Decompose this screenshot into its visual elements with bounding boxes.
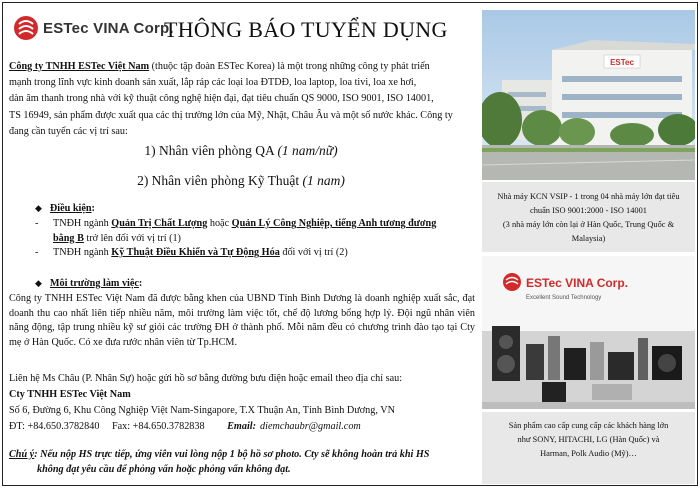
company-name: Công ty TNHH ESTec Việt Nam: [9, 61, 150, 72]
position-quantity: (1 nam): [302, 173, 345, 188]
position-item: [9, 143, 473, 173]
company-logo: [13, 15, 174, 41]
note-label: Chú ý: [9, 449, 35, 460]
intro-line: đang cần tuyển các vị trí sau:: [9, 125, 128, 137]
showroom-tagline: Excellent Sound Technology: [526, 295, 602, 301]
position-item: [9, 173, 473, 203]
intro-line: mạnh trong lĩnh vực kinh doanh sản xuất, lắp ráp các loại loa ĐTDĐ, loa laptop, loa tivi, loa xe hơi,: [9, 77, 417, 89]
contact-company: Cty TNHH ESTec Việt Nam: [9, 389, 131, 400]
caption-line: Sản phẩm cao cấp cung cấp các khách hàng lớn: [508, 421, 669, 430]
condition-major: Kỹ Thuật Điều Khiển và Tự Động Hóa: [111, 247, 280, 258]
factory-caption: [482, 182, 695, 252]
contact-address: Số 6, Đường 6, Khu Công Nghiệp Việt Nam-Singapore, T.X Thuận An, Tỉnh Bình Dương, VN: [9, 405, 395, 416]
notice-frame: [2, 2, 698, 486]
condition-item: - TNĐH ngành Quản Trị Chất Lượng hoặc Quản Lý Công Nghiệp, tiếng Anh tương đương bằng B trở lên đối với vị trí (1): [35, 218, 437, 244]
building-sign: ESTec: [610, 58, 634, 67]
estec-logo-icon: [13, 15, 39, 41]
conditions-heading: [35, 203, 95, 214]
environment-colon: :: [138, 278, 143, 289]
position-quantity: (1 nam/nữ): [277, 143, 338, 158]
factory-photo: [482, 10, 695, 180]
position-label: 2) Nhân viên phòng Kỹ Thuật: [137, 173, 303, 188]
condition-major: Quản Trị Chất Lượng: [111, 218, 208, 229]
logo-text: ESTec VINA Corp.: [43, 19, 174, 37]
position-label: 1) Nhân viên phòng QA: [144, 143, 278, 158]
page-title: THÔNG BÁO TUYỂN DỤNG: [164, 17, 448, 42]
factory-building-image: [482, 10, 695, 180]
caption-line: (3 nhà máy lớn còn lại ở Hàn Quốc, Trung Quốc &: [502, 220, 675, 229]
product-caption: [482, 412, 695, 484]
position-list: [9, 143, 473, 203]
caption-line: chuẩn ISO 9001:2000 - ISO 14001: [529, 206, 647, 215]
condition-english-level: bằng B: [53, 232, 84, 244]
caption-line: Harman, Polk Audio (Mỹ)…: [540, 449, 637, 458]
environment-heading-text: Môi trường làm việc: [49, 278, 139, 289]
intro-line: (thuộc tập đoàn ESTec Korea) là một trong những công ty phát triển: [149, 61, 430, 72]
environment-heading: [35, 278, 142, 289]
intro-line: dàn âm thanh trong nhà với kỹ thuật công nghệ hiện đại, đạt tiêu chuẩn QS 9000, ISO 9001, ISO 14001,: [9, 93, 434, 105]
caption-line: như SONY, HITACHI, LG (Hàn Quốc) và: [517, 435, 660, 444]
condition-major: Quản Lý Công Nghiệp, tiếng Anh tương đương: [231, 218, 437, 229]
environment-text: Công ty TNHH ESTec Việt Nam đã được bằng khen của UBND Tỉnh Bình Dương là doanh nghiệp xuất sắc, đạt doanh thu cao nhất liên tiếp nhiều năm, môi trường làm việc tốt, chế độ lương bổng hợp lý. Đội ngũ nhân viên năng động, tập trung nhiều kỹ sư giỏi các trường ĐH ở thành phố. Mỗi năm đều có chương trình đào tạo tại Cty mẹ ở Hàn Quốc. Có xe đưa rước nhân viên từ Tp.HCM.: [9, 293, 475, 349]
contact-block: [9, 371, 475, 435]
intro-line: TS 16949, sản phẩm được xuất qua các thị trường lớn của Mỹ, Nhật, Châu Âu và một số nước khác. Công ty: [9, 109, 453, 121]
product-showroom-image: [482, 256, 695, 409]
diamond-bullet-icon: ◆: [35, 278, 42, 288]
conditions-colon: :: [91, 203, 95, 214]
contact-intro: Liên hệ Ms Châu (P. Nhân Sự) hoặc gửi hồ sơ bằng đường bưu điện hoặc email theo địa chỉ sau:: [9, 373, 403, 384]
condition-text: TNĐH ngành: [53, 218, 112, 229]
email-link[interactable]: diemchaubr@gmail.com: [260, 421, 361, 432]
showroom-photo: [482, 256, 695, 409]
caption-line: Nhà máy KCN VSIP - 1 trong 04 nhà máy lớn đạt tiêu: [497, 192, 680, 201]
condition-item: - TNĐH ngành Kỹ Thuật Điều Khiển và Tự Động Hóa đối với vị trí (2): [35, 247, 348, 258]
showroom-brand: ESTec VINA Corp.: [526, 276, 629, 290]
conditions-heading-text: Điều kiện: [49, 203, 92, 214]
email-label: Email:: [227, 421, 257, 432]
condition-text: trở lên đối với vị trí (1): [83, 232, 181, 244]
note-text: : Nếu nộp HS trực tiếp, ứng viên vui lòng nộp 1 bộ hồ sơ photo. Cty sẽ không hoàn trả khi HS: [34, 449, 430, 460]
note-block: [9, 447, 475, 477]
diamond-bullet-icon: ◆: [35, 203, 42, 213]
contact-phones: [9, 419, 475, 435]
contact-phone: ĐT: +84.650.3782840: [9, 421, 100, 432]
caption-line: Malaysia): [571, 234, 606, 243]
conditions-list: [35, 217, 475, 261]
condition-text: đối với vị trí (2): [279, 247, 348, 258]
company-intro: [9, 59, 473, 140]
condition-text: hoặc: [207, 218, 232, 229]
note-text: không đạt yêu cầu để phỏng vấn hoặc phỏng vấn không đạt.: [37, 464, 291, 475]
condition-text: TNĐH ngành: [53, 247, 112, 258]
contact-fax: Fax: +84.650.3782838: [111, 421, 205, 432]
